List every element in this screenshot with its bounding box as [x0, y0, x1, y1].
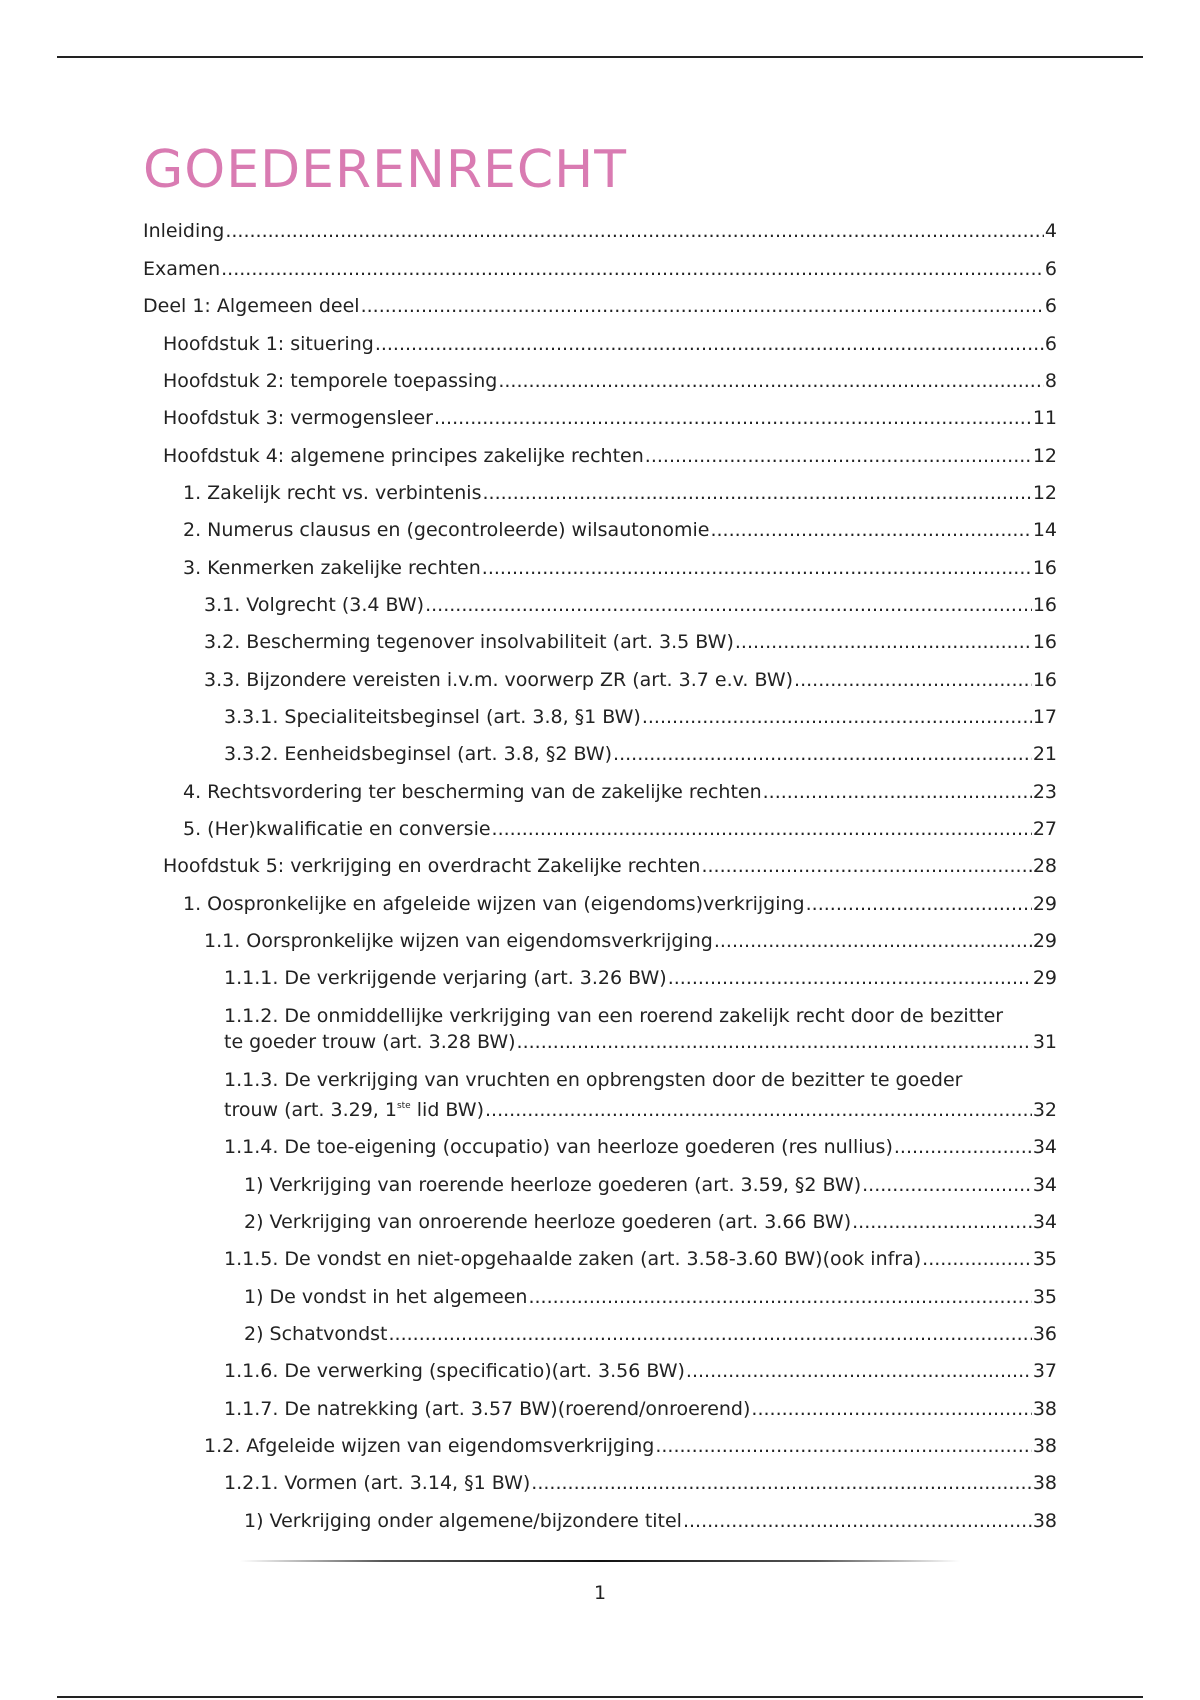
toc-entry[interactable]: 1.1.2. De onmiddellijke verkrijging van een roerend zakelijk recht door de bezitter te goeder trouw (art. 3.28 BW) ..... 31	[143, 1003, 1057, 1055]
toc-entry[interactable]: Hoofdstuk 5: verkrijging en overdracht Zakelijke rechten ..... 28	[143, 853, 1057, 879]
toc-entry[interactable]: 3.2. Bescherming tegenover insolvabiliteit (art. 3.5 BW) ..... 16	[143, 629, 1057, 655]
toc-entry[interactable]: 1.1.5. De vondst en niet-opgehaalde zaken (art. 3.58-3.60 BW)(ook infra) ..... 35	[143, 1246, 1057, 1272]
toc-entry[interactable]: 1.1. Oorspronkelijke wijzen van eigendomsverkrijging ..... 29	[143, 928, 1057, 954]
toc-entry[interactable]: 3.3.1. Specialiteitsbeginsel (art. 3.8, §1 BW) ..... 17	[143, 704, 1057, 730]
toc-entry[interactable]: Hoofdstuk 1: situering ..... 6	[143, 331, 1057, 357]
header-rule	[57, 56, 1143, 58]
toc-entry[interactable]: 1.1.4. De toe-eigening (occupatio) van heerloze goederen (res nullius) ..... 34	[143, 1134, 1057, 1160]
toc-entry[interactable]: 5. (Her)kwalificatie en conversie ..... 27	[143, 816, 1057, 842]
toc-entry[interactable]: 2. Numerus clausus en (gecontroleerde) wilsautonomie ..... 14	[143, 517, 1057, 543]
toc-entry[interactable]: 3.3. Bijzondere vereisten i.v.m. voorwerp ZR (art. 3.7 e.v. BW) ..... 16	[143, 667, 1057, 693]
table-of-contents	[143, 218, 1057, 1534]
toc-entry[interactable]: 4. Rechtsvordering ter bescherming van de zakelijke rechten ..... 23	[143, 779, 1057, 805]
toc-entry[interactable]: 1.1.1. De verkrijgende verjaring (art. 3.26 BW) ..... 29	[143, 965, 1057, 991]
toc-entry[interactable]: 1.1.3. De verkrijging van vruchten en opbrengsten door de bezitter te goeder trouw (art. 3.29, 1ste lid BW) ..... 32	[143, 1067, 1057, 1123]
toc-entry[interactable]: 1.1.7. De natrekking (art. 3.57 BW)(roerend/onroerend) ..... 38	[143, 1396, 1057, 1422]
toc-entry[interactable]: 1. Zakelijk recht vs. verbintenis ..... 12	[143, 480, 1057, 506]
document-title: GOEDERENRECHT	[143, 140, 628, 200]
toc-entry[interactable]: 1.1.6. De verwerking (specificatio)(art. 3.56 BW) ..... 37	[143, 1358, 1057, 1384]
toc-entry[interactable]: Examen ..... 6	[143, 256, 1057, 282]
toc-entry[interactable]: 1) De vondst in het algemeen ..... 35	[143, 1284, 1057, 1310]
toc-entry[interactable]: Hoofdstuk 3: vermogensleer ..... 11	[143, 405, 1057, 431]
toc-entry[interactable]: 1.2. Afgeleide wijzen van eigendomsverkrijging ..... 38	[143, 1433, 1057, 1459]
toc-entry[interactable]: 1) Verkrijging onder algemene/bijzondere titel ..... 38	[143, 1508, 1057, 1534]
toc-entry[interactable]: 2) Schatvondst ..... 36	[143, 1321, 1057, 1347]
toc-entry[interactable]: Hoofdstuk 4: algemene principes zakelijke rechten ..... 12	[143, 443, 1057, 469]
toc-entry[interactable]: 3. Kenmerken zakelijke rechten ..... 16	[143, 555, 1057, 581]
toc-entry[interactable]: 1) Verkrijging van roerende heerloze goederen (art. 3.59, §2 BW) ..... 34	[143, 1172, 1057, 1198]
toc-entry[interactable]: 3.1. Volgrecht (3.4 BW) ..... 16	[143, 592, 1057, 618]
toc-entry[interactable]: Inleiding ..... 4	[143, 218, 1057, 244]
toc-entry[interactable]: 3.3.2. Eenheidsbeginsel (art. 3.8, §2 BW) ..... 21	[143, 741, 1057, 767]
toc-entry[interactable]: 2) Verkrijging van onroerende heerloze goederen (art. 3.66 BW) ..... 34	[143, 1209, 1057, 1235]
toc-entry[interactable]: Hoofdstuk 2: temporele toepassing ..... 8	[143, 368, 1057, 394]
toc-entry[interactable]: Deel 1: Algemeen deel ..... 6	[143, 293, 1057, 319]
page-number: 1	[593, 1582, 607, 1604]
toc-entry[interactable]: 1.2.1. Vormen (art. 3.14, §1 BW) ..... 38	[143, 1470, 1057, 1496]
footer-rule	[57, 1696, 1143, 1698]
toc-entry[interactable]: 1. Oospronkelijke en afgeleide wijzen van (eigendoms)verkrijging ..... 29	[143, 891, 1057, 917]
footer-divider	[240, 1560, 960, 1562]
